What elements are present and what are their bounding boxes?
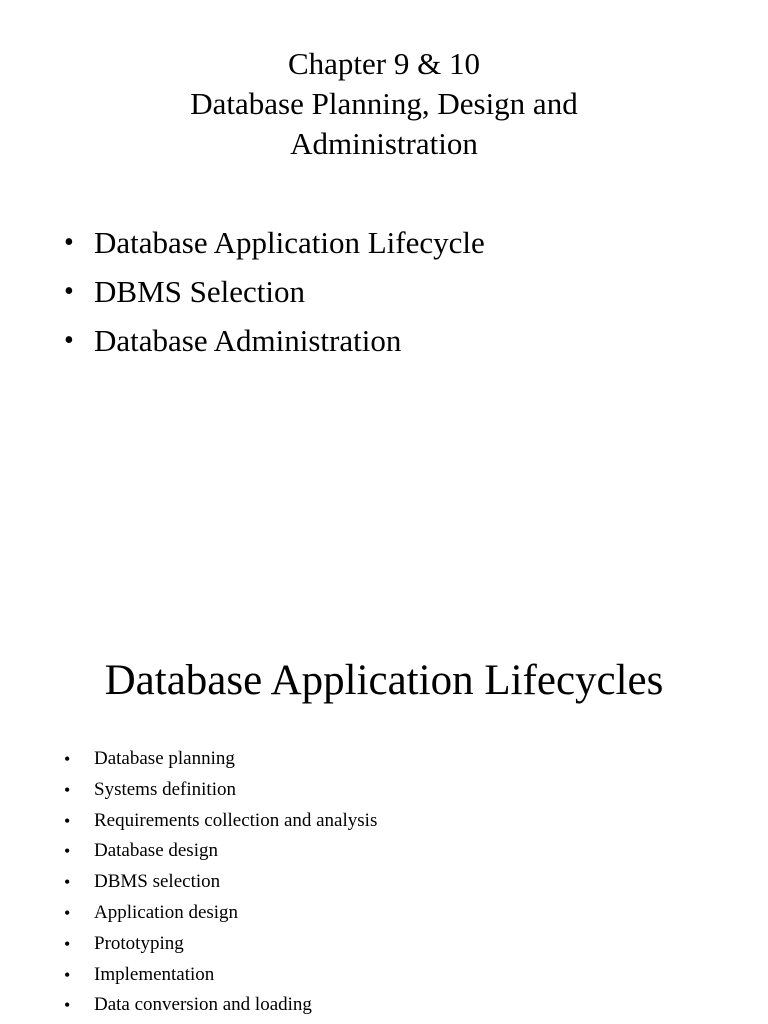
list-item-text: Implementation [94, 963, 215, 985]
bullet-icon: • [64, 227, 74, 258]
slide-2-title: Database Application Lifecycles [104, 657, 664, 704]
bullet-icon: • [64, 749, 71, 769]
list-item [64, 267, 485, 316]
list-item [64, 929, 377, 960]
list-item-text: Database Application Lifecycle [94, 225, 485, 260]
bullet-icon: • [64, 276, 74, 307]
list-item-text: DBMS Selection [94, 274, 305, 309]
slide-1-title-line: Administration [290, 126, 478, 161]
list-item [64, 898, 377, 929]
bullet-icon: • [64, 841, 71, 862]
list-item [64, 806, 377, 837]
list-item-text: Requirements collection and analysis [94, 809, 378, 831]
slide-1-title-line: Chapter 9 & 10 [288, 46, 480, 81]
bullet-icon: • [64, 964, 71, 985]
slide-1-title [0, 44, 768, 164]
bullet-icon: • [64, 810, 71, 831]
list-item [64, 316, 485, 365]
list-item [64, 218, 485, 267]
list-item [64, 775, 377, 806]
list-item-text: DBMS selection [94, 871, 221, 893]
bullet-icon: • [64, 995, 71, 1016]
list-item [64, 836, 377, 867]
list-item [64, 867, 377, 898]
list-item-text: Systems definition [94, 778, 236, 800]
list-item-text: Database planning [94, 748, 235, 769]
list-item-text: Prototyping [94, 932, 184, 954]
bullet-icon: • [64, 325, 74, 356]
bullet-icon: • [64, 902, 71, 923]
bullet-icon: • [64, 872, 71, 893]
list-item-text: Database Administration [94, 323, 402, 358]
list-item-text: Application design [94, 901, 239, 923]
bullet-icon: • [64, 933, 71, 954]
list-item [64, 744, 377, 775]
bullet-icon: • [64, 779, 71, 800]
slide-1-title-line: Database Planning, Design and [190, 86, 578, 121]
slide-2 [0, 600, 768, 1024]
list-item-text: Data conversion and loading [94, 994, 312, 1016]
slide-1-bullet-list [64, 218, 485, 365]
list-item-text: Database design [94, 840, 218, 862]
list-item [64, 990, 377, 1021]
list-item [64, 960, 377, 991]
slide-2-bullet-list [64, 744, 377, 1021]
